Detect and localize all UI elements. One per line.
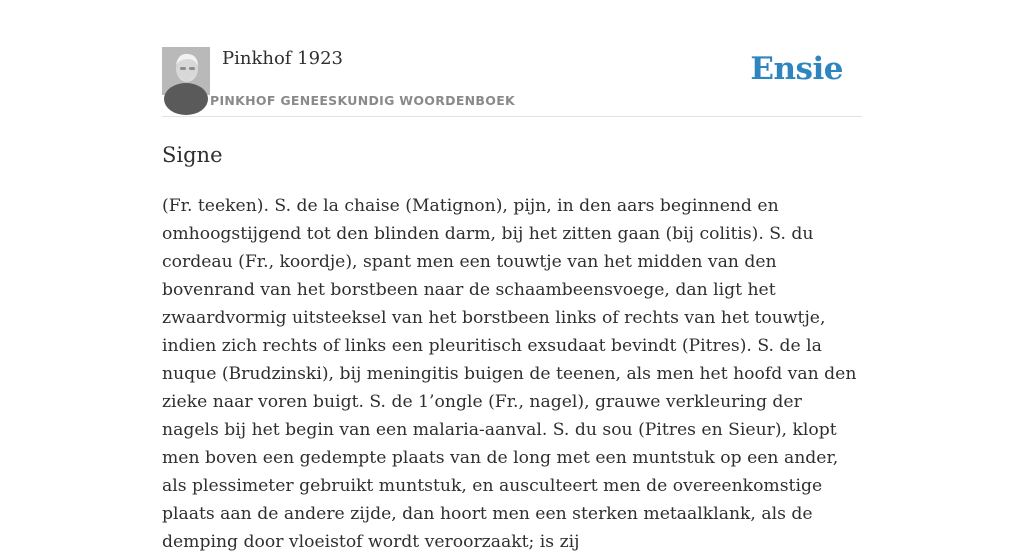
- source-title[interactable]: Pinkhof 1923: [222, 48, 343, 69]
- entry-title: Signe: [162, 143, 223, 167]
- source-subtitle[interactable]: PINKHOF GENEESKUNDIG WOORDENBOEK: [210, 93, 516, 108]
- ensie-logo[interactable]: Ensie: [750, 51, 843, 87]
- entry-definition: (Fr. teeken). S. de la chaise (Matignon), pijn, in den aars beginnend en omhoogstijgend tot den blinden darm, bij het zitten gaan (bij colitis). S. du cordeau (Fr., koordje), spant men een touwtje van het midden van den bovenrand van het borstbeen naar de schaambeensvoege, dan ligt het zwaardvormig uitsteeksel van het borstbeen links of rechts van het touwtje, indien zich rechts of links een pleuritisch exsudaat bevindt (Pitres). S. de la nuque (Brudzinski), bij meningitis buigen de teenen, als men het hoofd van den zieke naar voren buigt. S. de 1’ongle (Fr., nagel), grauwe verkleuring der nagels bij het begin van een malaria-aanval. S. du sou (Pitres en Sieur), klopt men boven een gedempte plaats van de long met een muntstuk op een ander, als plessimeter gebruikt muntstuk, en ausculteert men de overeenkomstige plaats aan de andere zijde, dan hoort men een sterken metaalklank, als de demping door vloeistof wordt veroorzaakt; is zij: [162, 196, 857, 552]
- author-portrait-icon: [162, 47, 210, 95]
- author-avatar[interactable]: [162, 47, 210, 95]
- source-header: [162, 46, 862, 117]
